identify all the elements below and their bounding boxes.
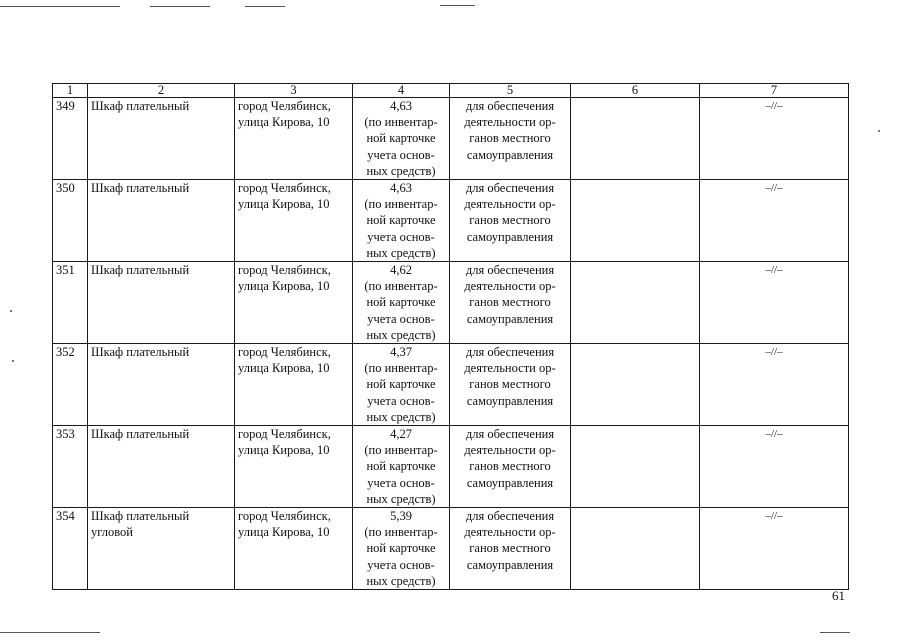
item-value-line: ной карточке — [366, 213, 436, 228]
table-row — [53, 98, 849, 180]
item-address-line: улица Кирова, 10 — [238, 115, 330, 130]
item-value-line: ных средств) — [366, 245, 436, 260]
item-name — [88, 344, 235, 426]
item-value — [353, 180, 450, 262]
item-purpose-line: самоуправления — [466, 147, 554, 162]
row-number: 352 — [53, 344, 88, 426]
item-address-line: улица Кирова, 10 — [238, 525, 330, 540]
item-purpose-line: деятельности ор- — [464, 525, 556, 540]
item-col6 — [571, 344, 700, 426]
item-purpose-line: деятельности ор- — [464, 443, 556, 458]
item-address — [235, 98, 353, 180]
item-value — [353, 426, 450, 508]
item-purpose — [450, 262, 571, 344]
item-value-line: учета основ- — [367, 229, 435, 244]
item-col7: –//– — [700, 262, 849, 344]
header-col-7: 7 — [700, 84, 849, 98]
item-col7: –//– — [700, 180, 849, 262]
item-value-line: (по инвентар- — [364, 361, 438, 376]
item-value-line: ной карточке — [366, 541, 436, 556]
property-register-table — [52, 83, 849, 590]
item-purpose-line: для обеспечения — [465, 427, 555, 442]
page-number: 61 — [832, 588, 845, 603]
item-value-line: учета основ- — [367, 557, 435, 572]
item-address — [235, 262, 353, 344]
item-col6 — [571, 262, 700, 344]
item-col6 — [571, 180, 700, 262]
item-purpose-line: самоуправления — [466, 229, 554, 244]
item-value-line: ных средств) — [366, 409, 436, 424]
item-value-line: (по инвентар- — [364, 197, 438, 212]
item-purpose — [450, 180, 571, 262]
item-col6 — [571, 98, 700, 180]
item-purpose-line: деятельности ор- — [464, 115, 556, 130]
item-purpose-line: самоуправления — [466, 311, 554, 326]
item-value-line: (по инвентар- — [364, 525, 438, 540]
item-name — [88, 262, 235, 344]
table-row — [53, 180, 849, 262]
item-value-line: ной карточке — [366, 377, 436, 392]
item-address — [235, 180, 353, 262]
item-value-line: (по инвентар- — [364, 279, 438, 294]
table-header-row — [53, 84, 849, 98]
scan-artifact-dot — [878, 130, 880, 132]
item-address-line: улица Кирова, 10 — [238, 197, 330, 212]
item-purpose-line: для обеспечения — [465, 181, 555, 196]
row-number: 354 — [53, 508, 88, 590]
item-purpose — [450, 344, 571, 426]
item-address — [235, 344, 353, 426]
table-row — [53, 508, 849, 590]
item-name-line: Шкаф плательный — [91, 99, 190, 113]
item-col6 — [571, 426, 700, 508]
header-col-5: 5 — [450, 84, 571, 98]
item-name — [88, 426, 235, 508]
item-purpose — [450, 98, 571, 180]
item-col7: –//– — [700, 508, 849, 590]
item-name — [88, 508, 235, 590]
item-value-line: 4,27 — [390, 427, 412, 442]
item-purpose-line: для обеспечения — [465, 263, 555, 278]
item-name-line: угловой — [91, 525, 133, 540]
item-purpose-line: для обеспечения — [465, 99, 555, 113]
item-name-line: Шкаф плательный — [91, 427, 190, 442]
table-row — [53, 426, 849, 508]
item-value-line: ной карточке — [366, 459, 436, 474]
item-purpose-line: ганов местного — [469, 459, 551, 474]
scan-artifact-bottom — [820, 632, 850, 633]
header-col-6: 6 — [571, 84, 700, 98]
scan-artifact-top — [245, 6, 285, 7]
item-col7: –//– — [700, 344, 849, 426]
item-purpose — [450, 508, 571, 590]
item-purpose-line: деятельности ор- — [464, 279, 556, 294]
item-address-line: улица Кирова, 10 — [238, 361, 330, 376]
item-address-line: город Челябинск, — [238, 181, 331, 196]
item-value-line: учета основ- — [367, 147, 435, 162]
item-name — [88, 180, 235, 262]
item-value — [353, 262, 450, 344]
item-address-line: город Челябинск, — [238, 263, 331, 278]
item-value — [353, 344, 450, 426]
item-value-line: ной карточке — [366, 295, 436, 310]
scan-artifact-dot — [10, 310, 12, 312]
item-address-line: улица Кирова, 10 — [238, 279, 330, 294]
item-name-line: Шкаф плательный — [91, 263, 190, 278]
item-value-line: ной карточке — [366, 131, 436, 146]
scan-artifact-bottom — [0, 632, 100, 633]
item-value — [353, 508, 450, 590]
item-value-line: ных средств) — [366, 573, 436, 588]
item-purpose-line: ганов местного — [469, 213, 551, 228]
item-purpose-line: самоуправления — [466, 393, 554, 408]
scan-artifact-top — [150, 6, 210, 7]
item-address-line: город Челябинск, — [238, 509, 331, 524]
item-address — [235, 426, 353, 508]
item-name-line: Шкаф плательный — [91, 181, 190, 196]
item-purpose-line: ганов местного — [469, 131, 551, 146]
header-col-4: 4 — [353, 84, 450, 98]
item-purpose-line: ганов местного — [469, 377, 551, 392]
item-address-line: город Челябинск, — [238, 345, 331, 360]
item-value-line: учета основ- — [367, 393, 435, 408]
table-row — [53, 344, 849, 426]
item-address-line: город Челябинск, — [238, 99, 331, 113]
item-purpose-line: самоуправления — [466, 557, 554, 572]
item-name-line: Шкаф плательный — [91, 345, 190, 360]
item-value-line: учета основ- — [367, 311, 435, 326]
item-purpose-line: самоуправления — [466, 475, 554, 490]
item-value-line: (по инвентар- — [364, 443, 438, 458]
item-value-line: (по инвентар- — [364, 115, 438, 130]
table-row — [53, 262, 849, 344]
row-number: 353 — [53, 426, 88, 508]
header-col-3: 3 — [235, 84, 353, 98]
row-number: 351 — [53, 262, 88, 344]
header-col-1: 1 — [53, 84, 88, 98]
item-value-line: учета основ- — [367, 475, 435, 490]
item-purpose-line: ганов местного — [469, 541, 551, 556]
scan-artifact-dot — [12, 360, 14, 362]
item-value-line: ных средств) — [366, 491, 436, 506]
item-value-line: ных средств) — [366, 327, 436, 342]
item-value-line: 4,37 — [390, 345, 412, 360]
item-address-line: город Челябинск, — [238, 427, 331, 442]
row-number: 350 — [53, 180, 88, 262]
scan-artifact-top — [440, 5, 475, 6]
item-value-line: 4,63 — [390, 99, 412, 113]
item-purpose-line: деятельности ор- — [464, 361, 556, 376]
item-value-line: 4,62 — [390, 263, 412, 278]
scan-artifact-top — [0, 6, 120, 7]
item-purpose-line: для обеспечения — [465, 509, 555, 524]
item-value-line: 5,39 — [390, 509, 412, 524]
item-purpose-line: для обеспечения — [465, 345, 555, 360]
item-purpose-line: деятельности ор- — [464, 197, 556, 212]
item-value-line: 4,63 — [390, 181, 412, 196]
item-name-line: Шкаф плательный — [91, 509, 190, 524]
item-purpose-line: ганов местного — [469, 295, 551, 310]
item-address-line: улица Кирова, 10 — [238, 443, 330, 458]
item-col7: –//– — [700, 426, 849, 508]
row-number: 349 — [53, 98, 88, 180]
item-value-line: ных средств) — [366, 163, 436, 178]
item-col7: –//– — [700, 98, 849, 180]
item-address — [235, 508, 353, 590]
header-col-2: 2 — [88, 84, 235, 98]
item-value — [353, 98, 450, 180]
item-col6 — [571, 508, 700, 590]
item-name — [88, 98, 235, 180]
item-purpose — [450, 426, 571, 508]
